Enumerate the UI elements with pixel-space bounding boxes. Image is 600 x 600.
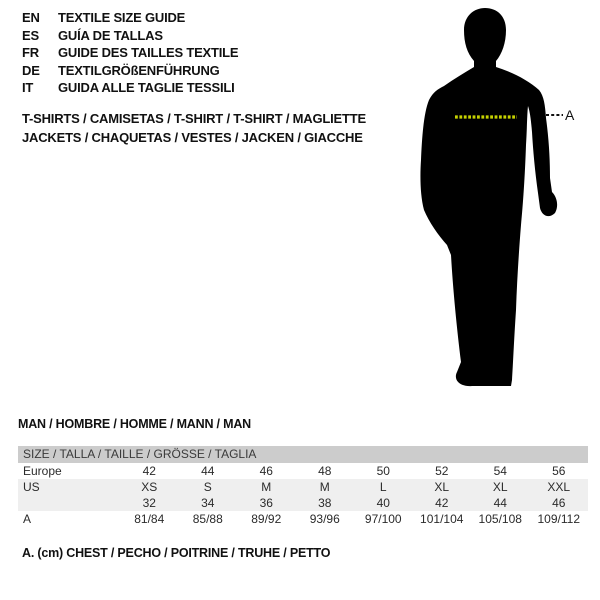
table-cell: 34 bbox=[201, 496, 215, 510]
table-row-us-numbers bbox=[18, 495, 588, 511]
man-silhouette-shape bbox=[420, 8, 557, 386]
table-cell: 105/108 bbox=[478, 512, 522, 526]
row-label: Europe bbox=[23, 464, 62, 478]
table-cell: 46 bbox=[552, 496, 566, 510]
table-row-chest-cm bbox=[18, 511, 588, 528]
table-cell: XXL bbox=[547, 480, 571, 494]
language-code: DE bbox=[22, 62, 40, 78]
table-cell: XS bbox=[141, 480, 158, 494]
table-cell: M bbox=[261, 480, 272, 494]
table-cell: XL bbox=[434, 480, 450, 494]
language-label: GUIDA ALLE TAGLIE TESSILI bbox=[58, 80, 235, 95]
language-label: TEXTILE SIZE GUIDE bbox=[58, 10, 186, 25]
table-cell: 44 bbox=[493, 496, 507, 510]
table-cell: 101/104 bbox=[420, 512, 464, 526]
table-cell: 36 bbox=[259, 496, 273, 510]
language-label: GUÍA DE TALLAS bbox=[58, 27, 163, 43]
table-cell: 50 bbox=[376, 464, 390, 478]
language-code: IT bbox=[22, 80, 34, 95]
language-row-fr bbox=[22, 44, 238, 62]
size-table bbox=[18, 446, 588, 528]
table-cell: L bbox=[379, 480, 387, 494]
table-cell: 109/112 bbox=[537, 512, 580, 526]
language-code: EN bbox=[22, 10, 40, 25]
table-cell: 48 bbox=[318, 464, 332, 478]
table-cell: S bbox=[203, 480, 212, 494]
row-label: US bbox=[23, 480, 40, 494]
measurement-footnote: A. (cm) CHEST / PECHO / POITRINE / TRUHE / PETTO bbox=[22, 546, 331, 560]
language-row-it bbox=[22, 79, 238, 97]
table-cell: 97/100 bbox=[364, 512, 402, 526]
table-cell: 93/96 bbox=[309, 512, 340, 526]
language-label: TEXTILGRÖßENFÜHRUNG bbox=[58, 62, 220, 78]
language-label: GUIDE DES TAILLES TEXTILE bbox=[58, 45, 239, 60]
table-cell: 32 bbox=[142, 496, 156, 510]
table-cell: 46 bbox=[259, 464, 273, 478]
table-cell: 40 bbox=[376, 496, 390, 510]
row-label: A bbox=[23, 512, 32, 526]
table-row-us-letters bbox=[18, 479, 588, 495]
table-cell: XL bbox=[492, 480, 508, 494]
table-cell: 42 bbox=[435, 496, 449, 510]
table-cell: 56 bbox=[552, 464, 566, 478]
table-cell: 52 bbox=[435, 464, 449, 478]
table-cell: 42 bbox=[142, 464, 156, 478]
language-list bbox=[22, 9, 238, 97]
table-cell: 85/88 bbox=[192, 512, 223, 526]
product-line-tshirts: T-SHIRTS / CAMISETAS / T-SHIRT / T-SHIRT / MAGLIETTE bbox=[22, 111, 366, 126]
table-cell: M bbox=[319, 480, 330, 494]
language-code: FR bbox=[22, 45, 39, 60]
man-silhouette-svg bbox=[400, 0, 580, 400]
section-title-man: MAN / HOMBRE / HOMME / MANN / MAN bbox=[18, 417, 251, 431]
table-cell: 89/92 bbox=[251, 512, 282, 526]
table-cell: 38 bbox=[318, 496, 332, 510]
table-cell: 44 bbox=[201, 464, 215, 478]
size-table-header: SIZE / TALLA / TAILLE / GRÖSSE / TAGLIA bbox=[18, 446, 588, 463]
language-row-en bbox=[22, 9, 238, 27]
man-silhouette bbox=[400, 0, 580, 400]
table-cell: 81/84 bbox=[134, 512, 165, 526]
language-row-de bbox=[22, 62, 238, 80]
product-category-lines bbox=[22, 109, 366, 147]
language-code: ES bbox=[22, 27, 39, 43]
language-row-es bbox=[22, 27, 238, 45]
table-row-europe bbox=[18, 463, 588, 479]
row-label bbox=[18, 495, 120, 511]
product-line-jackets: JACKETS / CHAQUETAS / VESTES / JACKEN / GIACCHE bbox=[22, 130, 363, 145]
measure-label-a: A bbox=[565, 107, 575, 123]
table-cell: 54 bbox=[493, 464, 507, 478]
